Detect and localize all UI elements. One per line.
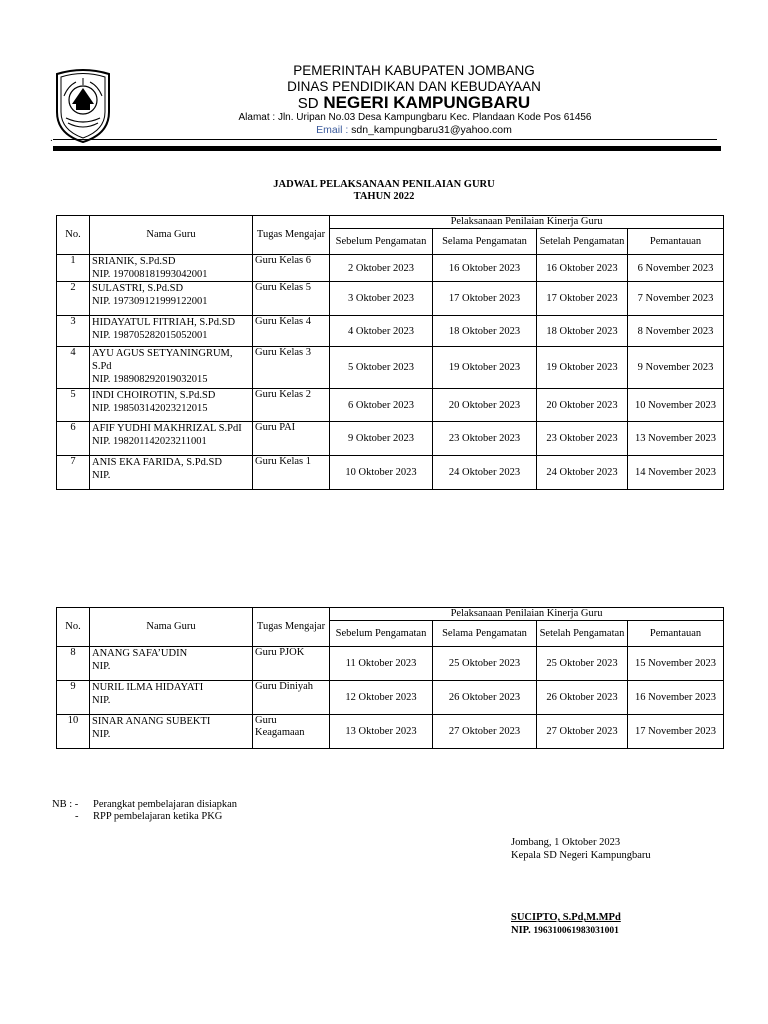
cell-name-line: ANANG SAFA’UDIN bbox=[92, 648, 188, 659]
letterhead-department: DINAS PENDIDIKAN DAN KEBUDAYAAN bbox=[287, 79, 541, 94]
table-row bbox=[57, 316, 724, 347]
cell-name bbox=[90, 647, 253, 681]
cell-no: 5 bbox=[57, 389, 90, 422]
notes-label: NB : - bbox=[52, 799, 79, 810]
cell-monitor: 14 November 2023 bbox=[628, 456, 724, 490]
table-row bbox=[57, 456, 724, 490]
cell-after: 27 Oktober 2023 bbox=[537, 715, 628, 749]
header-during: Selama Pengamatan bbox=[433, 229, 537, 255]
header-after: Setelah Pengamatan bbox=[537, 621, 628, 647]
cell-name-line: NIP. bbox=[92, 729, 111, 740]
cell-monitor: 10 November 2023 bbox=[628, 389, 724, 422]
cell-task bbox=[253, 456, 330, 490]
cell-name-line: NIP. bbox=[92, 661, 111, 672]
cell-task-line: Guru Kelas 6 bbox=[255, 255, 311, 266]
document-title: JADWAL PELAKSANAAN PENILAIAN GURU bbox=[273, 179, 495, 190]
cell-after: 16 Oktober 2023 bbox=[537, 255, 628, 282]
cell-task-line: Guru Kelas 1 bbox=[255, 456, 311, 467]
signature-nip-value: 196310061983031001 bbox=[533, 926, 619, 936]
notes-dash: - bbox=[75, 811, 79, 822]
cell-task bbox=[253, 255, 330, 282]
document-year: TAHUN 2022 bbox=[353, 191, 415, 202]
cell-no: 6 bbox=[57, 422, 90, 456]
cell-before: 12 Oktober 2023 bbox=[330, 681, 433, 715]
cell-task bbox=[253, 681, 330, 715]
cell-before: 2 Oktober 2023 bbox=[330, 255, 433, 282]
cell-task bbox=[253, 422, 330, 456]
cell-task bbox=[253, 647, 330, 681]
cell-no: 9 bbox=[57, 681, 90, 715]
signature-name: SUCIPTO, S.Pd,M.MPd bbox=[511, 912, 621, 923]
cell-name-line: HIDAYATUL FITRIAH, S.Pd.SD bbox=[92, 317, 236, 328]
cell-monitor: 13 November 2023 bbox=[628, 422, 724, 456]
cell-task-line: Guru PJOK bbox=[255, 647, 305, 658]
cell-task bbox=[253, 715, 330, 749]
signature-nip-label: NIP. bbox=[511, 925, 531, 936]
notes-item: RPP pembelajaran ketika PKG bbox=[93, 811, 223, 822]
cell-no: 10 bbox=[57, 715, 90, 749]
cell-after: 25 Oktober 2023 bbox=[537, 647, 628, 681]
cell-after: 23 Oktober 2023 bbox=[537, 422, 628, 456]
schedule-table-1 bbox=[56, 215, 724, 490]
schedule-table-2-body bbox=[57, 647, 724, 749]
cell-before: 10 Oktober 2023 bbox=[330, 456, 433, 490]
cell-name-line: SINAR ANANG SUBEKTI bbox=[92, 716, 211, 727]
school-prefix: SD bbox=[297, 95, 319, 112]
cell-task-line: Guru Kelas 5 bbox=[255, 282, 311, 293]
cell-before: 6 Oktober 2023 bbox=[330, 389, 433, 422]
cell-name-line: INDI CHOIROTIN, S.Pd.SD bbox=[92, 390, 216, 401]
cell-name-line: NURIL ILMA HIDAYATI bbox=[92, 682, 204, 693]
cell-after: 17 Oktober 2023 bbox=[537, 282, 628, 316]
header-task: Tugas Mengajar bbox=[253, 608, 330, 647]
cell-name-line: NIP. 197008181993042001 bbox=[92, 269, 208, 280]
header-during: Selama Pengamatan bbox=[433, 621, 537, 647]
cell-name bbox=[90, 389, 253, 422]
cell-no: 7 bbox=[57, 456, 90, 490]
header-before: Sebelum Pengamatan bbox=[330, 621, 433, 647]
letterhead-government: PEMERINTAH KABUPATEN JOMBANG bbox=[293, 63, 535, 78]
letterhead-address: Alamat : Jln. Uripan No.03 Desa Kampungbaru Kec. Plandaan Kode Pos 61456 bbox=[238, 112, 592, 123]
cell-task bbox=[253, 389, 330, 422]
cell-task-line: Guru PAI bbox=[255, 422, 296, 433]
cell-no: 2 bbox=[57, 282, 90, 316]
letterhead-thin-rule bbox=[53, 139, 717, 140]
email-label: Email : bbox=[316, 124, 349, 136]
header-name: Nama Guru bbox=[90, 608, 253, 647]
cell-before: 13 Oktober 2023 bbox=[330, 715, 433, 749]
cell-after: 26 Oktober 2023 bbox=[537, 681, 628, 715]
cell-name-line: SRIANIK, S.Pd.SD bbox=[92, 256, 176, 267]
cell-after: 20 Oktober 2023 bbox=[537, 389, 628, 422]
table-row bbox=[57, 255, 724, 282]
signature-nip bbox=[511, 925, 619, 936]
schedule-table-1-body bbox=[57, 255, 724, 490]
table-row bbox=[57, 389, 724, 422]
cell-no: 1 bbox=[57, 255, 90, 282]
cell-monitor: 17 November 2023 bbox=[628, 715, 724, 749]
notes-item: Perangkat pembelajaran disiapkan bbox=[93, 799, 238, 810]
table-row bbox=[57, 422, 724, 456]
cell-during: 25 Oktober 2023 bbox=[433, 647, 537, 681]
cell-monitor: 8 November 2023 bbox=[628, 316, 724, 347]
cell-name-line: AFIF YUDHI MAKHRIZAL S.PdI bbox=[92, 423, 242, 434]
cell-before: 5 Oktober 2023 bbox=[330, 347, 433, 389]
cell-monitor: 15 November 2023 bbox=[628, 647, 724, 681]
cell-task-line: Guru bbox=[255, 715, 277, 726]
cell-task-line: Guru Diniyah bbox=[255, 681, 314, 692]
table-row bbox=[57, 647, 724, 681]
cell-task-line: Guru Kelas 2 bbox=[255, 389, 311, 400]
cell-task-line: Guru Kelas 3 bbox=[255, 347, 311, 358]
cell-name bbox=[90, 681, 253, 715]
cell-task bbox=[253, 282, 330, 316]
cell-name bbox=[90, 282, 253, 316]
cell-name-line: S.Pd bbox=[92, 361, 112, 372]
cell-name bbox=[90, 422, 253, 456]
schedule-table-2 bbox=[56, 607, 724, 749]
cell-no: 4 bbox=[57, 347, 90, 389]
cell-during: 19 Oktober 2023 bbox=[433, 347, 537, 389]
cell-name bbox=[90, 456, 253, 490]
header-monitor: Pemantauan bbox=[628, 621, 724, 647]
header-after: Setelah Pengamatan bbox=[537, 229, 628, 255]
cell-name-line: NIP. 198908292019032015 bbox=[92, 374, 208, 385]
cell-name-line: SULASTRI, S.Pd.SD bbox=[92, 283, 184, 294]
cell-during: 24 Oktober 2023 bbox=[433, 456, 537, 490]
cell-name-line: ANIS EKA FARIDA, S.Pd.SD bbox=[92, 457, 222, 468]
letterhead-email bbox=[230, 124, 598, 136]
cell-name-line: NIP. 197309121999122001 bbox=[92, 296, 208, 307]
letterhead-thick-rule bbox=[53, 146, 721, 151]
cell-task bbox=[253, 347, 330, 389]
cell-name-line: NIP. 198705282015052001 bbox=[92, 330, 208, 341]
regency-crest-icon bbox=[54, 68, 112, 144]
header-before: Sebelum Pengamatan bbox=[330, 229, 433, 255]
signature-place-date: Jombang, 1 Oktober 2023 bbox=[511, 837, 621, 848]
cell-task bbox=[253, 316, 330, 347]
header-group: Pelaksanaan Penilaian Kinerja Guru bbox=[330, 608, 724, 621]
cell-during: 27 Oktober 2023 bbox=[433, 715, 537, 749]
header-task: Tugas Mengajar bbox=[253, 216, 330, 255]
cell-monitor: 9 November 2023 bbox=[628, 347, 724, 389]
cell-name bbox=[90, 347, 253, 389]
header-group: Pelaksanaan Penilaian Kinerja Guru bbox=[330, 216, 724, 229]
header-no: No. bbox=[57, 216, 90, 255]
cell-during: 20 Oktober 2023 bbox=[433, 389, 537, 422]
cell-during: 23 Oktober 2023 bbox=[433, 422, 537, 456]
cell-during: 17 Oktober 2023 bbox=[433, 282, 537, 316]
email-value: sdn_kampungbaru31@yahoo.com bbox=[351, 124, 512, 136]
table-row bbox=[57, 347, 724, 389]
cell-name-line: NIP. bbox=[92, 470, 111, 481]
header-monitor: Pemantauan bbox=[628, 229, 724, 255]
cell-before: 4 Oktober 2023 bbox=[330, 316, 433, 347]
cell-name-line: AYU AGUS SETYANINGRUM, bbox=[92, 348, 233, 359]
header-no: No. bbox=[57, 608, 90, 647]
letterhead-school bbox=[230, 93, 598, 113]
cell-monitor: 16 November 2023 bbox=[628, 681, 724, 715]
cell-during: 18 Oktober 2023 bbox=[433, 316, 537, 347]
cell-after: 18 Oktober 2023 bbox=[537, 316, 628, 347]
cell-before: 3 Oktober 2023 bbox=[330, 282, 433, 316]
cell-after: 24 Oktober 2023 bbox=[537, 456, 628, 490]
cell-name-line: NIP. bbox=[92, 695, 111, 706]
cell-name bbox=[90, 715, 253, 749]
cell-task-line: Guru Kelas 4 bbox=[255, 316, 311, 327]
cell-monitor: 7 November 2023 bbox=[628, 282, 724, 316]
cell-task-line: Keagamaan bbox=[255, 727, 305, 738]
cell-name bbox=[90, 316, 253, 347]
cell-before: 9 Oktober 2023 bbox=[330, 422, 433, 456]
header-name: Nama Guru bbox=[90, 216, 253, 255]
table-row bbox=[57, 282, 724, 316]
table-row bbox=[57, 681, 724, 715]
cell-name-line: NIP. 198201142023211001 bbox=[92, 436, 207, 447]
cell-name bbox=[90, 255, 253, 282]
cell-during: 16 Oktober 2023 bbox=[433, 255, 537, 282]
margin-dot: . bbox=[50, 133, 53, 144]
cell-name-line: NIP. 198503142023212015 bbox=[92, 403, 208, 414]
cell-during: 26 Oktober 2023 bbox=[433, 681, 537, 715]
cell-no: 3 bbox=[57, 316, 90, 347]
cell-after: 19 Oktober 2023 bbox=[537, 347, 628, 389]
signature-role: Kepala SD Negeri Kampungbaru bbox=[511, 850, 651, 861]
cell-no: 8 bbox=[57, 647, 90, 681]
cell-monitor: 6 November 2023 bbox=[628, 255, 724, 282]
table-row bbox=[57, 715, 724, 749]
cell-before: 11 Oktober 2023 bbox=[330, 647, 433, 681]
school-name: NEGERI KAMPUNGBARU bbox=[323, 93, 531, 112]
